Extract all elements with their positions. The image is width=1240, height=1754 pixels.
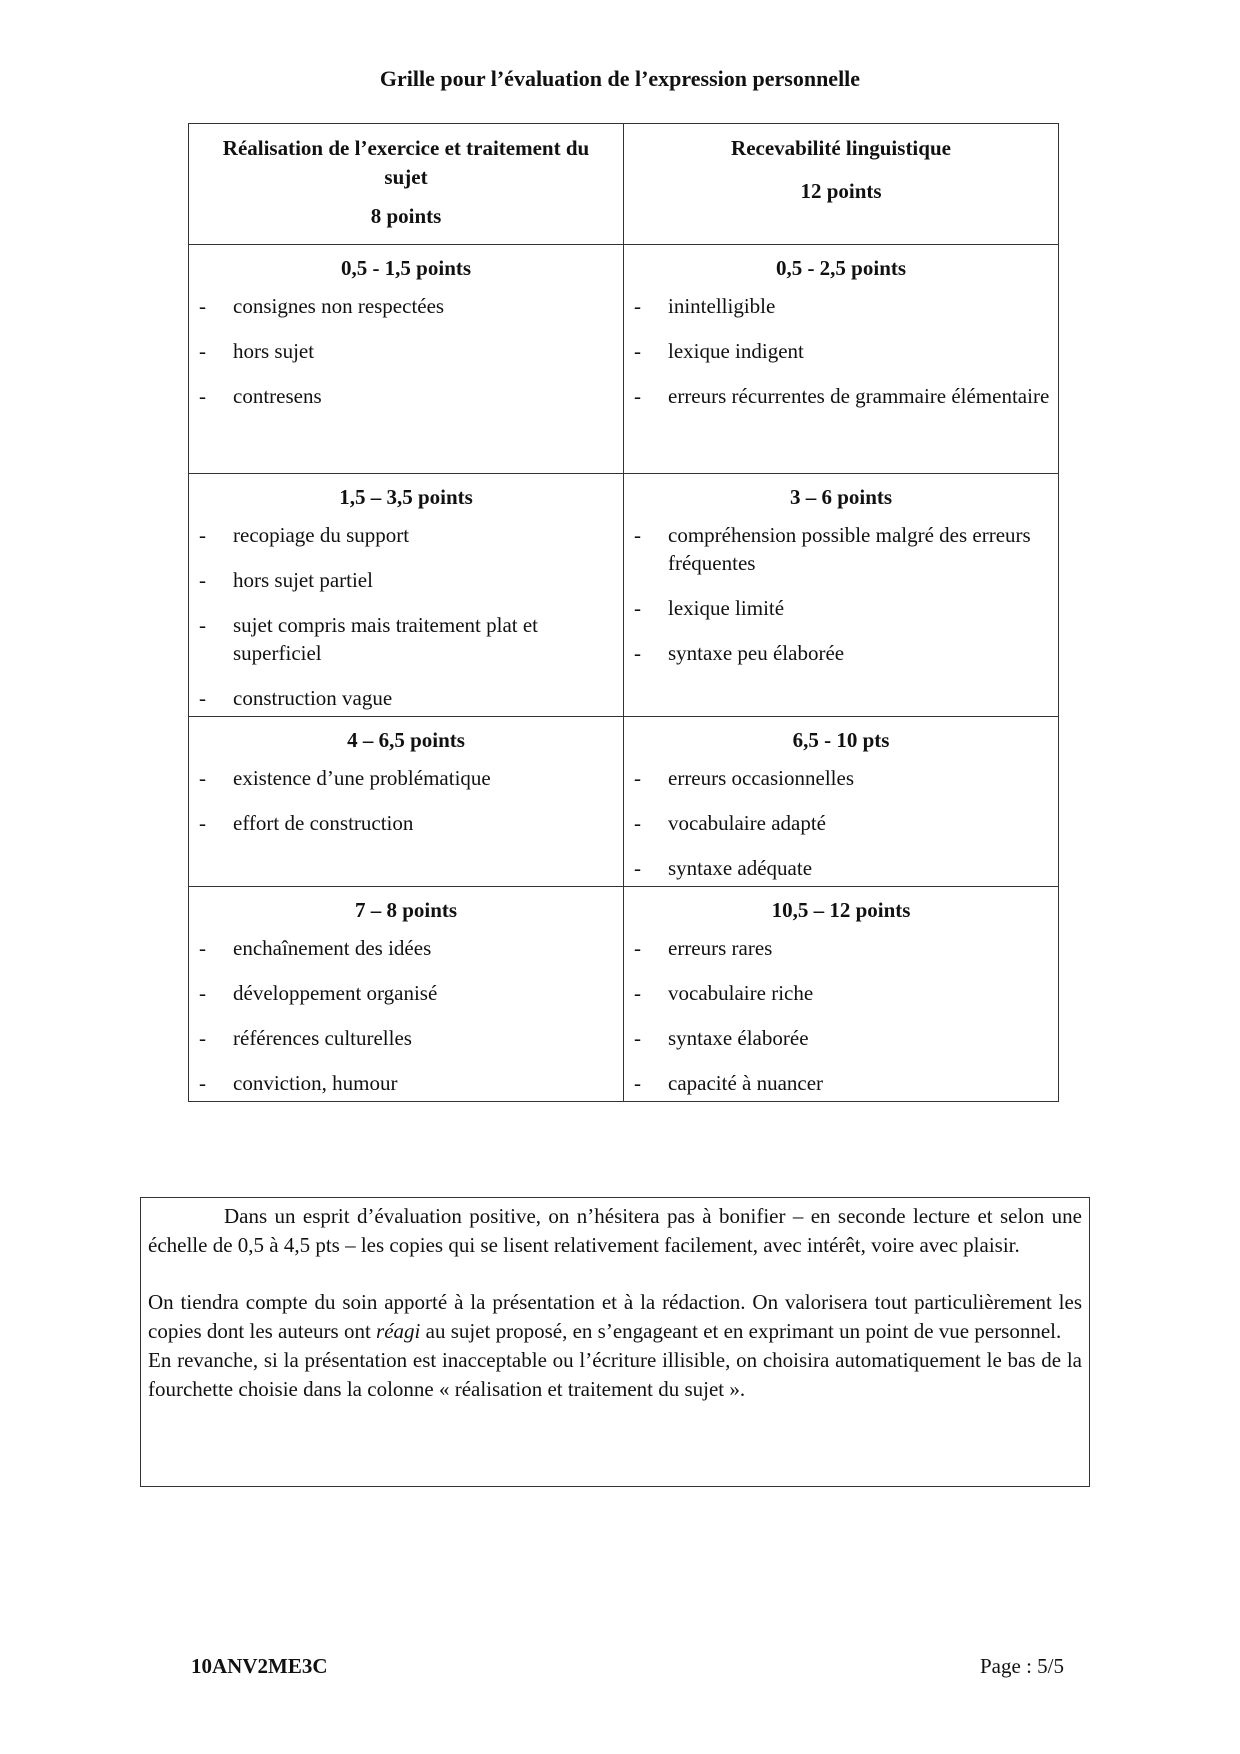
criterion: - vocabulaire adapté <box>632 809 1050 837</box>
criteria-list <box>632 292 1050 410</box>
row-cell-right <box>624 474 1059 717</box>
criterion: - capacité à nuancer <box>632 1069 1050 1097</box>
row-cell-left <box>189 474 624 717</box>
evaluation-grid <box>188 123 1059 1102</box>
document-code: 10ANV2ME3C <box>191 1654 328 1678</box>
criteria-list <box>197 934 615 1097</box>
grid-row <box>189 474 1059 717</box>
criterion: - enchaînement des idées <box>197 934 615 962</box>
band-label: 0,5 - 2,5 points <box>775 256 907 280</box>
criteria-list <box>197 292 615 410</box>
criterion: - consignes non respectées <box>197 292 615 320</box>
band-label: 6,5 - 10 pts <box>792 728 890 752</box>
criterion: - conviction, humour <box>197 1069 615 1097</box>
criterion: - lexique limité <box>632 594 1050 622</box>
grid-row <box>189 717 1059 887</box>
criterion: - contresens <box>197 382 615 410</box>
criterion: - erreurs rares <box>632 934 1050 962</box>
criteria-list <box>632 521 1050 667</box>
criterion: - développement organisé <box>197 979 615 1007</box>
criterion: - inintelligible <box>632 292 1050 320</box>
criteria-list <box>197 521 615 712</box>
note-p2-start: On tiendra compte du soin apporté à la présentation et à la rédaction. On valorisera tout particulièrement les copies dont les auteurs ont <box>148 1290 1082 1343</box>
criterion: - compréhension possible malgré des erreurs fréquentes <box>632 521 1050 577</box>
grid-row <box>189 245 1059 474</box>
row-cell-right <box>624 887 1059 1102</box>
row-cell-left <box>189 245 624 474</box>
criterion: - références culturelles <box>197 1024 615 1052</box>
header-right-title: Recevabilité linguistique <box>731 136 951 160</box>
note-p2-emphasis: réagi <box>376 1319 421 1343</box>
band-label: 0,5 - 1,5 points <box>340 256 472 280</box>
band-label: 4 – 6,5 points <box>347 728 465 752</box>
row-cell-right <box>624 717 1059 887</box>
criterion: - hors sujet partiel <box>197 566 615 594</box>
criterion: - vocabulaire riche <box>632 979 1050 1007</box>
note-paragraph-2 <box>148 1288 1082 1346</box>
criterion: - construction vague <box>197 684 615 712</box>
header-left <box>189 124 624 245</box>
row-cell-left <box>189 717 624 887</box>
criterion: - recopiage du support <box>197 521 615 549</box>
criterion: - syntaxe élaborée <box>632 1024 1050 1052</box>
criterion: - effort de construction <box>197 809 615 837</box>
row-cell-right <box>624 245 1059 474</box>
criterion: - sujet compris mais traitement plat et superficiel <box>197 611 615 667</box>
band-label: 7 – 8 points <box>354 898 458 922</box>
band-label: 10,5 – 12 points <box>771 898 911 922</box>
criteria-list <box>197 764 615 837</box>
criterion: - syntaxe adéquate <box>632 854 1050 882</box>
evaluation-note-box <box>140 1197 1090 1487</box>
row-cell-left <box>189 887 624 1102</box>
criterion: - erreurs récurrentes de grammaire élémentaire <box>632 382 1050 410</box>
page-number: Page : 5/5 <box>980 1654 1064 1678</box>
criterion: - lexique indigent <box>632 337 1050 365</box>
grid-header-row <box>189 124 1059 245</box>
band-label: 1,5 – 3,5 points <box>339 485 473 509</box>
note-paragraph-1: Dans un esprit d’évaluation positive, on n’hésitera pas à bonifier – en seconde lecture et selon une échelle de 0,5 à 4,5 pts – les copies qui se lisent relativement facilement, avec intérêt, voire avec plaisir. <box>148 1204 1082 1257</box>
header-right <box>624 124 1059 245</box>
criteria-list <box>632 934 1050 1097</box>
criterion: - existence d’une problématique <box>197 764 615 792</box>
header-left-title: Réalisation de l’exercice et traitement du sujet <box>222 136 590 189</box>
note-paragraph-3: En revanche, si la présentation est inacceptable ou l’écriture illisible, on choisira automatiquement le bas de la fourchette choisie dans la colonne « réalisation et traitement du sujet ». <box>148 1348 1082 1401</box>
note-p2-end: au sujet proposé, en s’engageant et en exprimant un point de vue personnel. <box>420 1319 1062 1343</box>
band-label: 3 – 6 points <box>789 485 893 509</box>
header-right-points: 12 points <box>800 179 882 203</box>
header-left-points: 8 points <box>370 204 442 228</box>
criterion: - hors sujet <box>197 337 615 365</box>
criteria-list <box>632 764 1050 882</box>
page-title: Grille pour l’évaluation de l’expression personnelle <box>379 66 861 91</box>
criterion: - erreurs occasionnelles <box>632 764 1050 792</box>
grid-row <box>189 887 1059 1102</box>
criterion: - syntaxe peu élaborée <box>632 639 1050 667</box>
